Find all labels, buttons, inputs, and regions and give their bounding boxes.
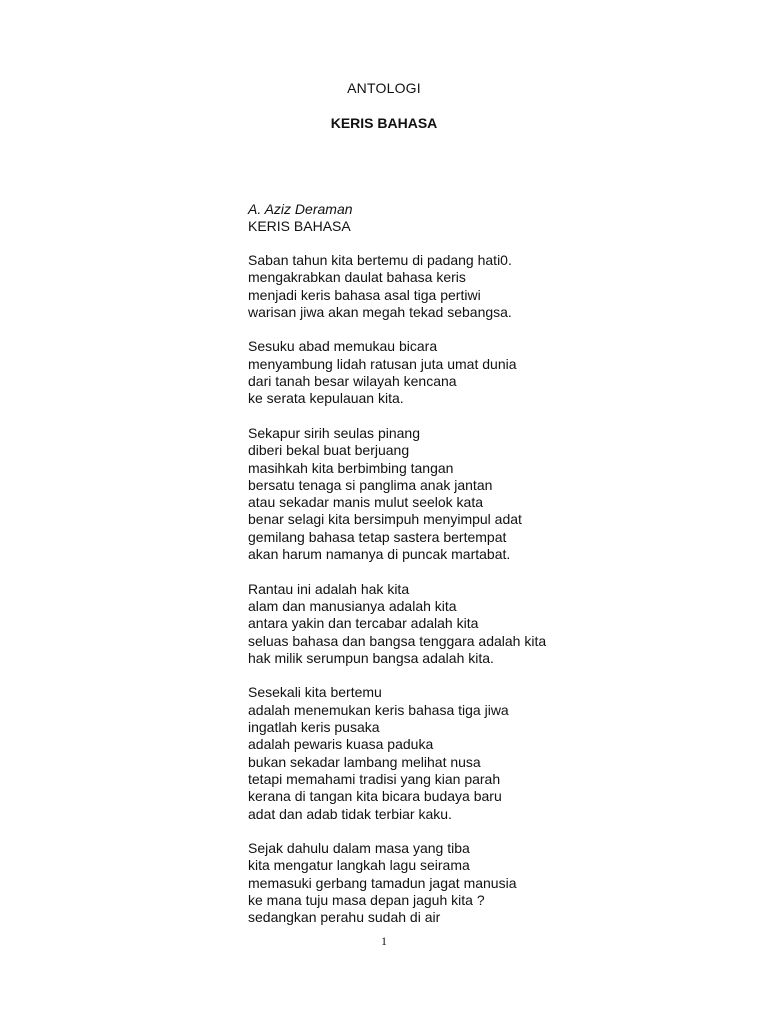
stanza <box>248 840 748 926</box>
anthology-subheading: KERIS BAHASA <box>330 115 438 131</box>
poem-body <box>248 252 748 927</box>
poem-line: kerana di tangan kita bicara budaya baru <box>248 788 502 805</box>
poem-line: Sejak dahulu dalam masa yang tiba <box>248 840 470 857</box>
poem-line: atau sekadar manis mulut seelok kata <box>248 494 484 511</box>
page-number: 1 <box>381 934 387 948</box>
poem-line: sedangkan perahu sudah di air <box>248 909 441 926</box>
poem-line: Sekapur sirih seulas pinang <box>248 424 420 441</box>
poem-line: warisan jiwa akan megah tekad sebangsa. <box>248 303 512 320</box>
poem-line: masihkah kita berbimbing tangan <box>248 459 454 476</box>
poem-line: gemilang bahasa tetap sastera bertempat <box>248 528 507 545</box>
poem-line: akan harum namanya di puncak martabat. <box>248 546 511 563</box>
poem-line: Rantau ini adalah hak kita <box>248 580 410 597</box>
poem-line: tetapi memahami tradisi yang kian parah <box>248 770 501 787</box>
poem-line: menjadi keris bahasa asal tiga pertiwi <box>248 286 481 303</box>
poem-line: memasuki gerbang tamadun jagat manusia <box>248 874 517 891</box>
poem-line: dari tanah besar wilayah kencana <box>248 373 457 390</box>
poem-line: hak milik serumpun bangsa adalah kita. <box>248 649 494 666</box>
stanza <box>248 581 748 667</box>
stanza <box>248 338 748 407</box>
poem-line: adalah pewaris kuasa paduka <box>248 736 434 753</box>
poem-line: seluas bahasa dan bangsa tenggara adalah kita <box>248 632 547 649</box>
poem-line: bukan sekadar lambang melihat nusa <box>248 753 481 770</box>
poem-author: A. Aziz Deraman <box>248 201 353 217</box>
poem-line: Sesekali kita bertemu <box>248 684 382 701</box>
anthology-heading: ANTOLOGI <box>347 80 421 96</box>
poem-line: mengakrabkan daulat bahasa keris <box>248 269 466 286</box>
poem-line: ke mana tuju masa depan jaguh kita ? <box>248 891 485 908</box>
poem-line: benar selagi kita bersimpuh menyimpul adat <box>248 511 522 528</box>
poem-line: antara yakin dan tercabar adalah kita <box>248 615 479 632</box>
poem-line: bersatu tenaga si panglima anak jantan <box>248 476 493 493</box>
stanza <box>248 425 748 563</box>
poem-line: alam dan manusianya adalah kita <box>248 597 457 614</box>
poem-title: KERIS BAHASA <box>248 218 351 234</box>
poem-line: Sesuku abad memukau bicara <box>248 338 438 355</box>
poem-line: kita mengatur langkah lagu seirama <box>248 857 470 874</box>
poem-line: adat dan adab tidak terbiar kaku. <box>248 805 452 822</box>
poem-line: ingatlah keris pusaka <box>248 719 380 736</box>
poem-line: ke serata kepulauan kita. <box>248 390 404 407</box>
poem-line: adalah menemukan keris bahasa tiga jiwa <box>248 701 509 718</box>
poem-line: Saban tahun kita bertemu di padang hati0. <box>248 252 512 268</box>
stanza <box>248 684 748 822</box>
poem-line: menyambung lidah ratusan juta umat dunia <box>248 355 517 372</box>
poem-line: diberi bekal buat berjuang <box>248 442 410 459</box>
stanza <box>248 252 748 321</box>
